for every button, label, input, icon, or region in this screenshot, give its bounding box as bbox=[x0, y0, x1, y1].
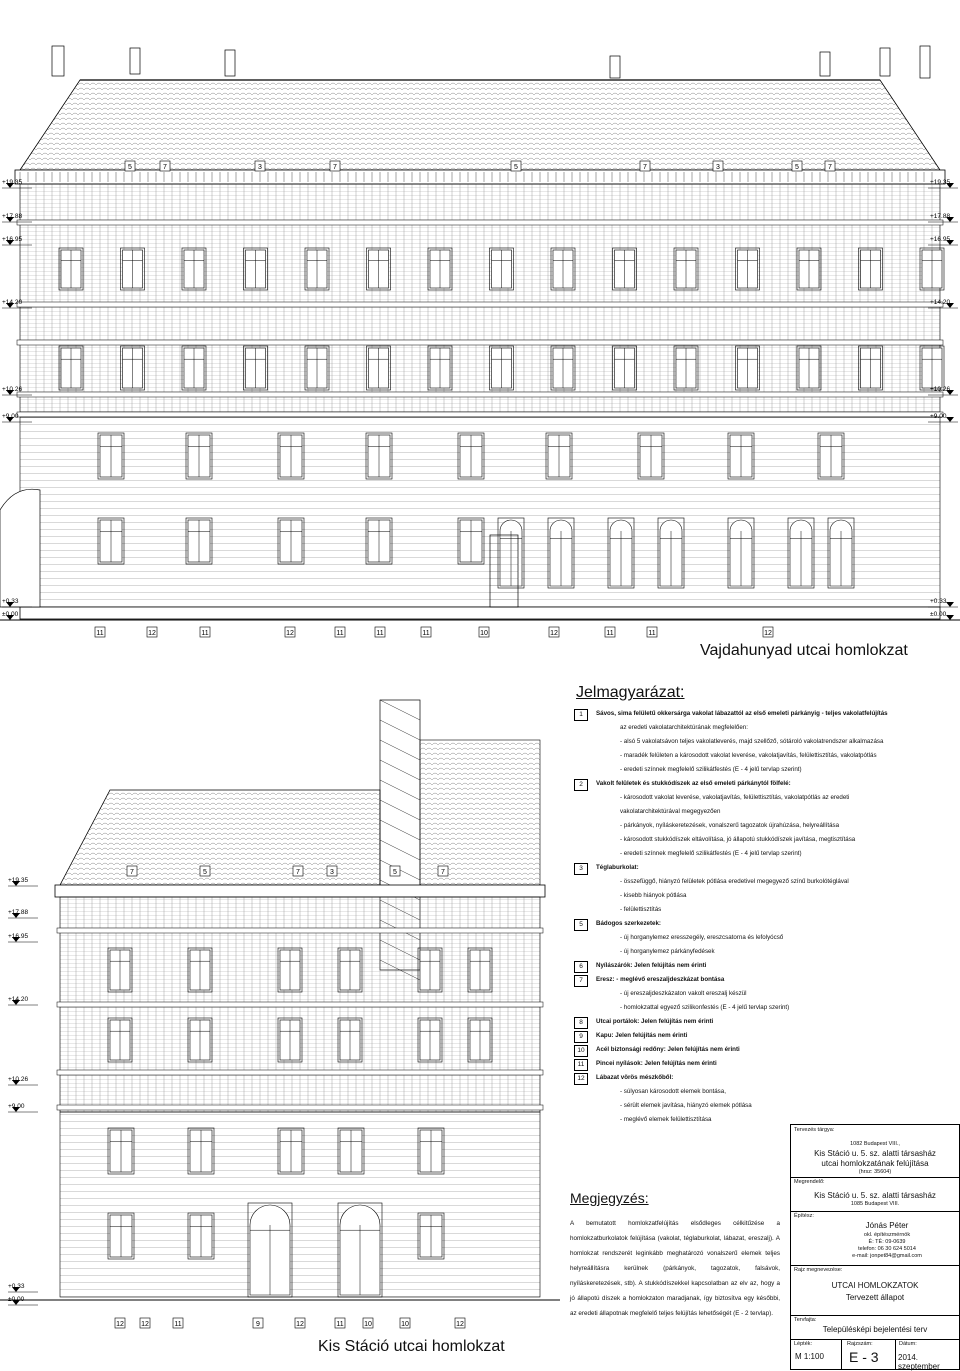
top-bottom-tag: 11 bbox=[376, 630, 384, 637]
top-level-left-label: +19.35 bbox=[2, 179, 23, 186]
legend-item-line: - új ereszaljdeszkázaton vakolt ereszalj készül bbox=[620, 990, 747, 997]
top-bottom-tag: 11 bbox=[336, 630, 344, 637]
legend-item-line: - új horganylemez eresszegély, ereszcsatorna és lefolyócső bbox=[620, 934, 784, 941]
chimney bbox=[610, 56, 620, 78]
top-roof-tag: 7 bbox=[828, 164, 832, 171]
level-arrow bbox=[946, 417, 954, 422]
level-arrow bbox=[946, 615, 954, 620]
tb-meta bbox=[791, 1339, 959, 1369]
legend-item-title: Pincei nyílások: Jelen felújítás nem érinti bbox=[596, 1060, 717, 1067]
tb-drawing-name: UTCAI HOMLOKZATOK bbox=[831, 1281, 919, 1290]
legend-item-line: - sérült elemek javítása, hiányzó elemek pótlása bbox=[620, 1102, 752, 1109]
bottom-roof-tag: 7 bbox=[130, 869, 134, 876]
legend-item-title: Kapu: Jelen felújítás nem érinti bbox=[596, 1032, 688, 1039]
bottom-bottom-tag: 9 bbox=[256, 1321, 260, 1328]
tb-client-name: Kis Stáció u. 5. sz. alatti társasház bbox=[814, 1191, 936, 1200]
top-level-right-label: +16.95 bbox=[930, 236, 951, 243]
bottom-bottom-tag: 12 bbox=[456, 1321, 464, 1328]
tb-architect-email: e-mail: jonpet84@gmail.com bbox=[852, 1253, 922, 1259]
legend-item bbox=[570, 864, 960, 872]
legend-item bbox=[570, 1074, 960, 1082]
top-roof-tag: 5 bbox=[795, 164, 799, 171]
bottom-bottom-tag: 12 bbox=[296, 1321, 304, 1328]
top-bottom-tag: 11 bbox=[422, 630, 430, 637]
tb-client-label: Megrendelő: bbox=[794, 1179, 825, 1185]
legend-item-line: - meglévő elemek felülettisztítása bbox=[620, 1116, 712, 1123]
stringcourse bbox=[17, 392, 943, 397]
bottom-level-left-label: ±0.00 bbox=[8, 1296, 25, 1303]
notes bbox=[570, 1190, 780, 1321]
bottom-bottom-tag: 10 bbox=[401, 1321, 409, 1328]
title-block bbox=[790, 1124, 960, 1370]
top-bottom-tag: 12 bbox=[550, 630, 558, 637]
top-roof-tag: 5 bbox=[128, 164, 132, 171]
top-level-right-label: +10.26 bbox=[930, 386, 951, 393]
tb-phase-name: Településképi bejelentési terv bbox=[822, 1325, 928, 1334]
tb-date-label: Dátum: bbox=[899, 1341, 917, 1347]
tb-subject-hrsz: (hrsz: 35604) bbox=[858, 1169, 892, 1175]
top-roof-tag: 5 bbox=[514, 164, 518, 171]
scaffold-brace bbox=[380, 760, 420, 780]
legend-item-title: Eresz: - meglévő ereszaljdeszkázat bontása bbox=[596, 976, 725, 983]
tb-subject-line1: Kis Stáció u. 5. sz. alatti társasház bbox=[814, 1149, 936, 1158]
legend-item-number: 9 bbox=[574, 1031, 588, 1043]
scaffold-brace bbox=[380, 780, 420, 800]
legend bbox=[570, 684, 960, 1130]
tb-subject bbox=[791, 1125, 959, 1178]
notes-title: Megjegyzés: bbox=[570, 1190, 649, 1206]
top-level-right-label: +9.00 bbox=[930, 413, 947, 420]
legend-item bbox=[570, 962, 960, 970]
top-bottom-tag: 11 bbox=[96, 630, 104, 637]
top-level-left-label: +0.33 bbox=[2, 598, 19, 605]
legend-item-line: - maradék felületen a károsodott vakolat leverése, vakolatjavítás, felülettisztítás, vakolatpótlás bbox=[620, 752, 877, 759]
bottom-bottom-tag: 12 bbox=[141, 1321, 149, 1328]
legend-item-number: 8 bbox=[574, 1017, 588, 1029]
bottom-level-left-label: +0.33 bbox=[8, 1283, 25, 1290]
tb-architect-label: Építész: bbox=[794, 1213, 814, 1219]
bottom-bottom-tag: 11 bbox=[174, 1321, 182, 1328]
tb-architect-reg: É: TÉ: 09-0639 bbox=[868, 1239, 906, 1245]
tb-client bbox=[791, 1177, 959, 1212]
scaffold-brace bbox=[380, 840, 420, 860]
top-bottom-tag: 12 bbox=[286, 630, 294, 637]
legend-item-line: - súlyosan károsodott elemek bontása, bbox=[620, 1088, 726, 1095]
tb-drawing-label: Rajz megnevezése: bbox=[794, 1267, 843, 1273]
top-bottom-tag: 11 bbox=[648, 630, 656, 637]
cornice bbox=[15, 170, 945, 184]
stringcourse bbox=[57, 928, 543, 933]
legend-item-number: 5 bbox=[574, 919, 588, 931]
bottom-level-left-label: +9.00 bbox=[8, 1103, 25, 1110]
scaffold-brace bbox=[380, 700, 420, 720]
tb-drawing bbox=[791, 1265, 959, 1316]
top-level-left-label: ±0.00 bbox=[2, 611, 19, 618]
stringcourse bbox=[57, 1070, 543, 1075]
scaffold-brace bbox=[380, 800, 420, 820]
tb-architect-title: okl. építészmérnök bbox=[863, 1232, 911, 1238]
notes-text: A bemutatott homlokzatfelújítás elsődleges célkitűzése a homlokzatburkolatok felújítása (vakolat, téglaburkolat, lábazat, ereszalj). A homlokzat rendszerét leginkább meghatározó vonalszerű elemek teljes helyreállításra kerülnek (párkányok, tagozatok, falsávok, nyíláskeretezések, stb). A stukkódíszekkel kapcsolatban az elv az, hogy a jó állapotú díszek a homlokzaton maradjanak, így biztosítva egy későbbi, az eredeti állapotnak megfelelő teljes felújítás lehetőségét (E - 2 tervlap). bbox=[570, 1220, 780, 1317]
legend-item-number: 1 bbox=[574, 709, 588, 721]
tb-scale-label: Lépték: bbox=[794, 1341, 813, 1347]
top-level-left-label: +17.88 bbox=[2, 213, 23, 220]
tb-client-address: 1085 Budapest VIII. bbox=[850, 1201, 900, 1207]
legend-item-line: - alsó 5 vakolatsávon teljes vakolatleverés, majd szellőző, sótároló vakolatrendszer alkalmazása bbox=[620, 738, 884, 745]
bottom-level-left-label: +16.95 bbox=[8, 933, 29, 940]
tb-sheet-value: E - 3 bbox=[849, 1349, 879, 1365]
legend-item bbox=[570, 710, 960, 718]
chimney bbox=[130, 48, 140, 74]
legend-item-line: - homlokzattal egyező szilikonfestés (E - 4 jelű tervlap szerint) bbox=[620, 1004, 790, 1011]
legend-item bbox=[570, 1018, 960, 1026]
stringcourse bbox=[17, 302, 943, 307]
bottom-roof-tag: 7 bbox=[441, 869, 445, 876]
scaffold-brace bbox=[380, 820, 420, 840]
kis-stacio-elevation-title: Kis Stáció utcai homlokzat bbox=[318, 1338, 505, 1355]
legend-item-title: Vakolt felületek és stukkódíszek az első emeleti párkánytól fölfelé: bbox=[596, 780, 791, 787]
legend-item-line: - új horganylemez párkányfedések bbox=[620, 948, 715, 955]
vajdahunyad-elevation-title: Vajdahunyad utcai homlokzat bbox=[700, 642, 908, 659]
left-arch bbox=[0, 489, 40, 607]
legend-item-title: Acél biztonsági redőny: Jelen felújítás nem érinti bbox=[596, 1046, 740, 1053]
bottom-level-left-label: +17.88 bbox=[8, 909, 29, 916]
bottom-level-left-label: +14.20 bbox=[8, 996, 29, 1003]
bottom-bottom-tag: 12 bbox=[116, 1321, 124, 1328]
bottom-roof-tag: 3 bbox=[330, 869, 334, 876]
legend-item-line: az eredeti vakolatarchitektúrának megfelelően: bbox=[620, 724, 748, 731]
top-roof-tag: 3 bbox=[716, 164, 720, 171]
level-arrow bbox=[946, 602, 954, 607]
stringcourse bbox=[57, 1105, 543, 1110]
legend-item bbox=[570, 1060, 960, 1068]
legend-title: Jelmagyarázat: bbox=[576, 684, 685, 701]
chimney bbox=[225, 50, 235, 76]
plinth bbox=[20, 607, 940, 619]
tb-architect-phone: telefon: 06 30 624 5014 bbox=[858, 1246, 916, 1252]
entrance-door bbox=[490, 535, 518, 607]
bottom-roof-tag: 7 bbox=[296, 869, 300, 876]
top-level-right-label: +19.35 bbox=[930, 179, 951, 186]
legend-item-number: 6 bbox=[574, 961, 588, 973]
tb-subject-line2: utcai homlokzatának felújítása bbox=[821, 1159, 929, 1168]
legend-item-number: 11 bbox=[574, 1059, 588, 1071]
legend-item-line: - eredeti színnek megfelelő szilikátfestés (E - 4 jelű tervlap szerint) bbox=[620, 850, 802, 857]
tb-architect bbox=[791, 1211, 959, 1266]
tb-date-value: 2014. szeptember bbox=[898, 1353, 940, 1371]
legend-items bbox=[570, 710, 960, 1130]
chimney bbox=[820, 52, 830, 76]
tb-phase-label: Tervfajta: bbox=[794, 1317, 817, 1323]
top-roof-tag: 7 bbox=[163, 164, 167, 171]
legend-item-title: Téglaburkolat: bbox=[596, 864, 639, 871]
legend-item bbox=[570, 976, 960, 984]
legend-item-title: Utcai portálok: Jelen felújítás nem érinti bbox=[596, 1018, 714, 1025]
legend-item bbox=[570, 1032, 960, 1040]
bottom-bottom-tag: 11 bbox=[336, 1321, 344, 1328]
top-level-right-label: +14.20 bbox=[930, 299, 951, 306]
top-bottom-tag: 12 bbox=[148, 630, 156, 637]
chimney bbox=[920, 46, 930, 78]
legend-item-line: - eredeti színnek megfelelő szilikátfestés (E - 4 jelű tervlap szerint) bbox=[620, 766, 802, 773]
top-level-right-label: ±0.00 bbox=[930, 611, 947, 618]
top-roof-tag: 3 bbox=[258, 164, 262, 171]
chimney bbox=[880, 48, 890, 76]
legend-item-line: - kisebb hiányok pótlása bbox=[620, 892, 687, 899]
bottom-level-left-label: +19.35 bbox=[8, 877, 29, 884]
legend-item-line: - károsodott stukkódíszek eltávolítása, jó állapotú stukkódíszek javítása, megtisztítása bbox=[620, 836, 856, 843]
legend-item bbox=[570, 780, 960, 788]
bottom-roof-tag: 5 bbox=[393, 869, 397, 876]
legend-item-line: - felülettisztítás bbox=[620, 906, 662, 913]
tb-architect-name: Jónás Péter bbox=[865, 1221, 909, 1230]
chimney bbox=[52, 46, 64, 76]
legend-item-number: 12 bbox=[574, 1073, 588, 1085]
legend-item-number: 3 bbox=[574, 863, 588, 875]
kis-stacio-elevation-drawing bbox=[0, 660, 560, 1371]
legend-item bbox=[570, 920, 960, 928]
top-bottom-tag: 11 bbox=[201, 630, 209, 637]
roof-right bbox=[420, 740, 540, 885]
top-level-right-label: +0.33 bbox=[930, 598, 947, 605]
bottom-roof-tag: 5 bbox=[203, 869, 207, 876]
legend-item-title: Lábazat vörös mészkőből: bbox=[596, 1074, 674, 1081]
bottom-level-left-label: +10.26 bbox=[8, 1076, 29, 1083]
scaffold-brace bbox=[380, 720, 420, 740]
scaffold-brace bbox=[380, 740, 420, 760]
legend-item-line: - összefüggő, hiányzó felületek pótlása eredetivel megegyező színű burkolótéglával bbox=[620, 878, 849, 885]
legend-item-line: - károsodott vakolat leverése, vakolatjavítás, felülettisztítás, vakolatpótlás az eredeti bbox=[620, 794, 850, 801]
tb-phase bbox=[791, 1315, 959, 1340]
top-level-right-label: +17.88 bbox=[930, 213, 951, 220]
stringcourse bbox=[57, 1002, 543, 1007]
top-level-left-label: +16.95 bbox=[2, 236, 23, 243]
top-bottom-tag: 11 bbox=[606, 630, 614, 637]
tb-sheet-label: Rajzszám: bbox=[847, 1341, 873, 1347]
legend-item-title: Sávos, sima felületű okkersárga vakolat lábazattól az első emeleti párkányig - teljes vakolatfelújítás bbox=[596, 710, 888, 717]
cornice bbox=[55, 885, 545, 897]
legend-item-number: 7 bbox=[574, 975, 588, 987]
vajdahunyad-elevation-drawing bbox=[0, 40, 960, 660]
legend-item-line: vakolatarchitektúrával megegyezően bbox=[620, 808, 721, 815]
top-roof-tag: 7 bbox=[643, 164, 647, 171]
legend-item-title: Bádogos szerkezetek: bbox=[596, 920, 661, 927]
bottom-bottom-tag: 10 bbox=[364, 1321, 372, 1328]
legend-item-number: 2 bbox=[574, 779, 588, 791]
stringcourse bbox=[17, 340, 943, 345]
top-level-left-label: +9.00 bbox=[2, 413, 19, 420]
top-level-left-label: +14.20 bbox=[2, 299, 23, 306]
tb-subject-label: Tervezés tárgya: bbox=[794, 1127, 835, 1133]
legend-item-title: Nyílászárók: Jelen felújítás nem érinti bbox=[596, 962, 707, 969]
stringcourse bbox=[17, 412, 943, 417]
tb-scale-value: M 1:100 bbox=[795, 1352, 824, 1361]
roof bbox=[20, 80, 940, 170]
tb-drawing-state: Tervezett állapot bbox=[845, 1293, 905, 1302]
stringcourse bbox=[17, 220, 943, 225]
top-bottom-tag: 10 bbox=[480, 630, 488, 637]
top-level-left-label: +10.26 bbox=[2, 386, 23, 393]
top-bottom-tag: 12 bbox=[764, 630, 772, 637]
legend-item bbox=[570, 1046, 960, 1054]
legend-item-line: - párkányok, nyíláskeretezések, vonalszerű tagozatok újrahúzása, helyreállítása bbox=[620, 822, 840, 829]
top-roof-tag: 7 bbox=[333, 164, 337, 171]
legend-item-number: 10 bbox=[574, 1045, 588, 1057]
tb-subject-address: 1082 Budapest VIII., bbox=[850, 1141, 900, 1147]
